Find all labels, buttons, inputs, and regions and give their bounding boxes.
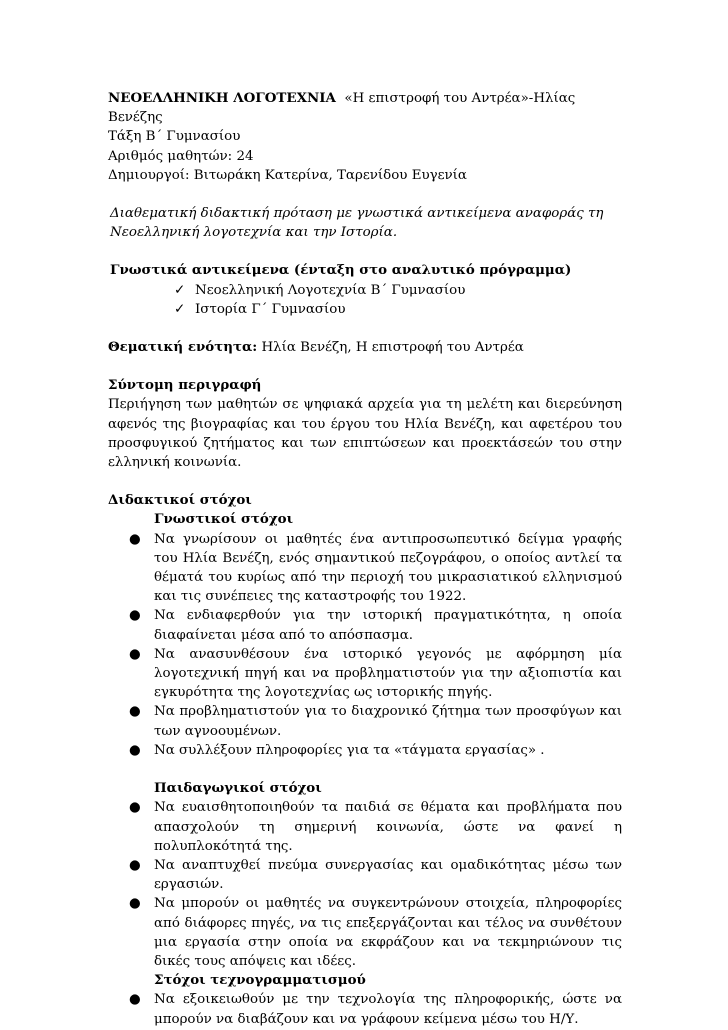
list-item: [129, 606, 622, 644]
pedagogical-list: [108, 798, 622, 971]
list-item-text: Να αναπτυχθεί πνεύμα συνεργασίας και ομαδικότητας μέσω των εργασιών.: [154, 857, 622, 893]
intro-italic: Διαθεματική διδακτική πρόταση με γνωστικά αντικείμενα αναφοράς τη Νεοελληνική λογοτεχνία και την Ιστορία.: [110, 206, 604, 241]
list-item-text: Να εξοικειωθούν με την τεχνολογία της πληροφορικής, ώστε να μπορούν να διαβάζουν και να γράφουν κείμενα μέσω του Η/Υ.: [154, 992, 622, 1027]
list-item-text: Να γνωρίσουν οι μαθητές ένα αντιπροσωπευτικό δείγμα γραφής του Ηλία Βενέζη, ενός σημαντικού πεζογράφου, ο οποίος αντλεί τα θέματά του κυρίως από την περιοχή του μικρασιατικού ελληνισμού και τις συνέπειες της καταστροφής του 1922.: [154, 531, 622, 605]
students-line: Αριθμός μαθητών: 24: [108, 148, 254, 164]
list-item: [129, 856, 622, 894]
title-rest: «Η επιστροφή του Αντρέα»-Ηλίας Βενέζης: [108, 91, 576, 126]
subjects-list: [108, 281, 622, 319]
list-item-text: Να ευαισθητοποιηθούν τα παιδιά σε θέματα και προβλήματα που απασχολούν τη σημερινή κοινωνία, ώστε να φανεί η πολυπλοκότητά της.: [154, 800, 622, 854]
tech-heading: Στόχοι τεχνογραμματισμού: [154, 972, 366, 989]
summary-heading: Σύντομη περιγραφή: [108, 377, 262, 394]
summary-text: Περιήγηση των μαθητών σε ψηφιακά αρχεία για τη μελέτη και διερεύνηση αφενός της βιογραφίας και του έργου του Ηλία Βενέζη, και αφετέρου του προσφυγικού ζητήματος και των επιπτώσεων και προεκτάσεών του στην ελληνική κοινωνία.: [108, 397, 622, 471]
checkmark-icon: ✓: [174, 282, 186, 298]
list-item: [174, 300, 622, 319]
bullet-icon: ●: [129, 896, 141, 912]
class-line: Τάξη Β΄ Γυμνασίου: [108, 129, 241, 145]
list-item: [129, 990, 622, 1028]
subjects-heading: Γνωστικά αντικείμενα (ένταξη στο αναλυτικό πρόγραμμα): [110, 262, 572, 279]
list-item: [174, 281, 622, 300]
thematic-value: Ηλία Βενέζη, Η επιστροφή του Αντρέα: [261, 340, 524, 356]
checkmark-icon: ✓: [174, 301, 186, 317]
thematic-label: Θεματική ενότητα:: [108, 339, 258, 356]
creators-line: Δημιουργοί: Βιτωράκη Κατερίνα, Ταρενίδου Ευγενία: [108, 167, 467, 183]
list-item-text: Να ενδιαφερθούν για την ιστορική πραγματικότητα, η οποία διαφαίνεται μέσα από το απόσπασμα.: [154, 608, 622, 643]
list-item: [129, 741, 622, 760]
bullet-icon: ●: [129, 608, 141, 624]
pedagogical-heading: Παιδαγωγικοί στόχοι: [154, 780, 322, 797]
title-caps: ΝΕΟΕΛΛΗΝΙΚΗ ΛΟΓΟΤΕΧΝΙΑ: [108, 90, 336, 106]
subject-text: Ιστορία Γ΄ Γυμνασίου: [195, 301, 346, 317]
bullet-icon: ●: [129, 531, 141, 547]
list-item-text: Να συλλέξουν πληροφορίες για τα «τάγματα εργασίας» .: [154, 742, 545, 758]
list-item-text: Να ανασυνθέσουν ένα ιστορικό γεγονός με αφόρμηση μία λογοτεχνική πηγή και να προβληματιστούν για την αξιοπιστία και εγκυρότητα της λογοτεχνίας ως ιστορικής πηγής.: [154, 646, 622, 701]
subject-text: Νεοελληνική Λογοτεχνία Β΄ Γυμνασίου: [195, 282, 466, 298]
cognitive-heading: Γνωστικοί στόχοι: [154, 511, 294, 528]
bullet-icon: ●: [129, 704, 141, 720]
bullet-icon: ●: [129, 992, 141, 1008]
list-item: [129, 702, 622, 740]
thematic-line: [108, 338, 622, 357]
bullet-icon: ●: [129, 646, 141, 662]
bullet-icon: ●: [129, 742, 141, 758]
list-item: [129, 530, 622, 607]
list-item-text: Να προβληματιστούν για το διαχρονικό ζήτημα των προσφύγων και των αγνοουμένων.: [154, 704, 622, 739]
list-item: [129, 798, 622, 856]
bullet-icon: ●: [129, 857, 141, 873]
tech-list: [108, 990, 622, 1028]
list-item-text: Να μπορούν οι μαθητές να συγκεντρώνουν στοιχεία, πληροφορίες από διάφορες πηγές, να τις επεξεργάζονται και τέλος να συνθέτουν μια εργασία στην οποία να εκφράζουν και να τεκμηριώνουν τις δικές τους απόψεις και ιδέες.: [154, 896, 622, 969]
document-title: [108, 89, 622, 127]
list-item: [129, 645, 622, 703]
objectives-heading: Διδακτικοί στόχοι: [108, 492, 252, 509]
list-item: [129, 894, 622, 971]
bullet-icon: ●: [129, 800, 141, 816]
cognitive-list: [108, 530, 622, 760]
